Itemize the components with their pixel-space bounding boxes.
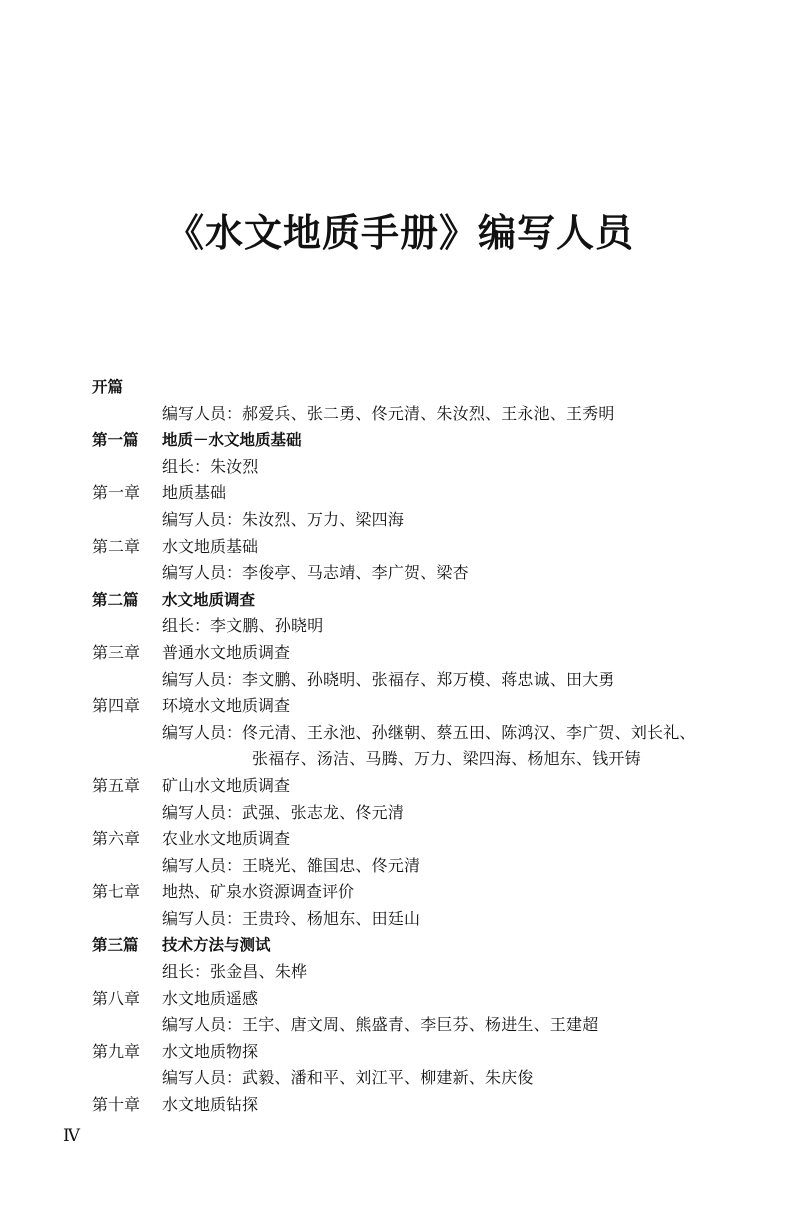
role-label: 编写人员： [162,669,243,689]
contributor-names: 张福存、汤洁、马腾、万力、梁四海、杨旭东、钱开铸 [252,749,641,769]
part-heading [92,587,752,614]
heading-title: 地质基础 [162,483,227,503]
contributor-line [92,507,752,534]
role-label: 编写人员： [162,855,243,875]
heading-title: 地热、矿泉水资源调查评价 [162,882,355,902]
chapter-heading [92,480,752,507]
chapter-heading [92,986,752,1013]
chapter-heading [92,534,752,561]
contributor-names: 张金昌、朱桦 [210,962,308,982]
heading-number: 第三章 [92,642,141,662]
heading-number: 第七章 [92,882,141,902]
contributor-names: 王宇、唐文周、熊盛青、李巨芬、杨进生、王建超 [242,1015,599,1035]
contributor-line [92,800,752,827]
contributor-line [92,853,752,880]
part-heading [92,427,752,454]
heading-number: 第一篇 [92,431,139,450]
contributor-names: 李俊亭、马志靖、李广贺、梁杏 [242,563,469,583]
contributor-line [92,401,752,428]
heading-title: 农业水文地质调查 [162,829,291,849]
role-label: 组长： [162,962,211,982]
chapter-heading [92,826,752,853]
contributor-names: 李文鹏、孙晓明 [210,616,324,636]
contributor-names: 佟元清、王永池、孙继朝、蔡五田、陈鸿汉、李广贺、刘长礼、 [242,722,696,742]
heading-number: 第三篇 [92,936,139,955]
heading-title: 水文地质钻探 [162,1095,259,1115]
heading-number: 第十章 [92,1095,141,1115]
contributor-line [92,613,752,640]
chapter-heading [92,693,752,720]
heading-title: 普通水文地质调查 [162,642,291,662]
contributor-names: 朱汝烈 [210,456,259,476]
contributor-names: 武强、张志龙、佟元清 [242,802,405,822]
role-label: 编写人员： [162,403,243,423]
heading-number: 第八章 [92,988,141,1008]
role-label: 编写人员： [162,563,243,583]
contributor-line [92,1012,752,1039]
role-label: 组长： [162,456,211,476]
heading-title: 水文地质基础 [162,536,259,556]
page-title: 《水文地质手册》编写人员 [165,211,634,255]
chapter-heading [92,879,752,906]
heading-number: 第二篇 [92,590,139,609]
role-label: 编写人员： [162,802,243,822]
role-label: 编写人员： [162,908,243,928]
role-label: 编写人员： [162,722,243,742]
chapter-heading [92,1039,752,1066]
heading-title: 水文地质调查 [162,590,256,609]
contributor-names: 李文鹏、孙晓明、张福存、郑万模、蒋忠诚、田大勇 [242,669,615,689]
heading-number: 第五章 [92,775,141,795]
role-label: 编写人员： [162,1068,243,1088]
heading-number: 第一章 [92,483,141,503]
contributor-line-continued [92,746,752,773]
chapter-heading [92,1092,752,1119]
contributor-names: 朱汝烈、万力、梁四海 [242,509,405,529]
heading-title: 地质－水文地质基础 [162,431,302,450]
heading-number: 开篇 [92,378,124,396]
contributor-line [92,959,752,986]
contributor-names: 王晓光、雒国忠、佟元清 [242,855,421,875]
heading-title: 技术方法与测试 [162,936,271,955]
heading-title: 水文地质物探 [162,1041,259,1061]
contributor-line [92,1065,752,1092]
staff-list [92,374,752,1119]
contributor-line [92,720,752,747]
part-heading [92,932,752,959]
contributor-names: 王贵玲、杨旭东、田廷山 [242,908,421,928]
contributor-line [92,667,752,694]
heading-title: 水文地质遥感 [162,988,259,1008]
heading-number: 第六章 [92,829,141,849]
page-number: Ⅳ [63,1126,79,1146]
heading-number: 第四章 [92,696,141,716]
chapter-heading [92,773,752,800]
role-label: 组长： [162,616,211,636]
chapter-heading [92,640,752,667]
contributor-line [92,560,752,587]
heading-number: 第二章 [92,536,141,556]
part-heading [92,374,752,401]
heading-title: 环境水文地质调查 [162,696,291,716]
contributor-names: 武毅、潘和平、刘江平、柳建新、朱庆俊 [242,1068,534,1088]
role-label: 编写人员： [162,1015,243,1035]
heading-number: 第九章 [92,1041,141,1061]
contributor-names: 郝爱兵、张二勇、佟元清、朱汝烈、王永池、王秀明 [242,403,615,423]
role-label: 编写人员： [162,509,243,529]
contributor-line [92,906,752,933]
contributor-line [92,454,752,481]
heading-title: 矿山水文地质调查 [162,775,291,795]
